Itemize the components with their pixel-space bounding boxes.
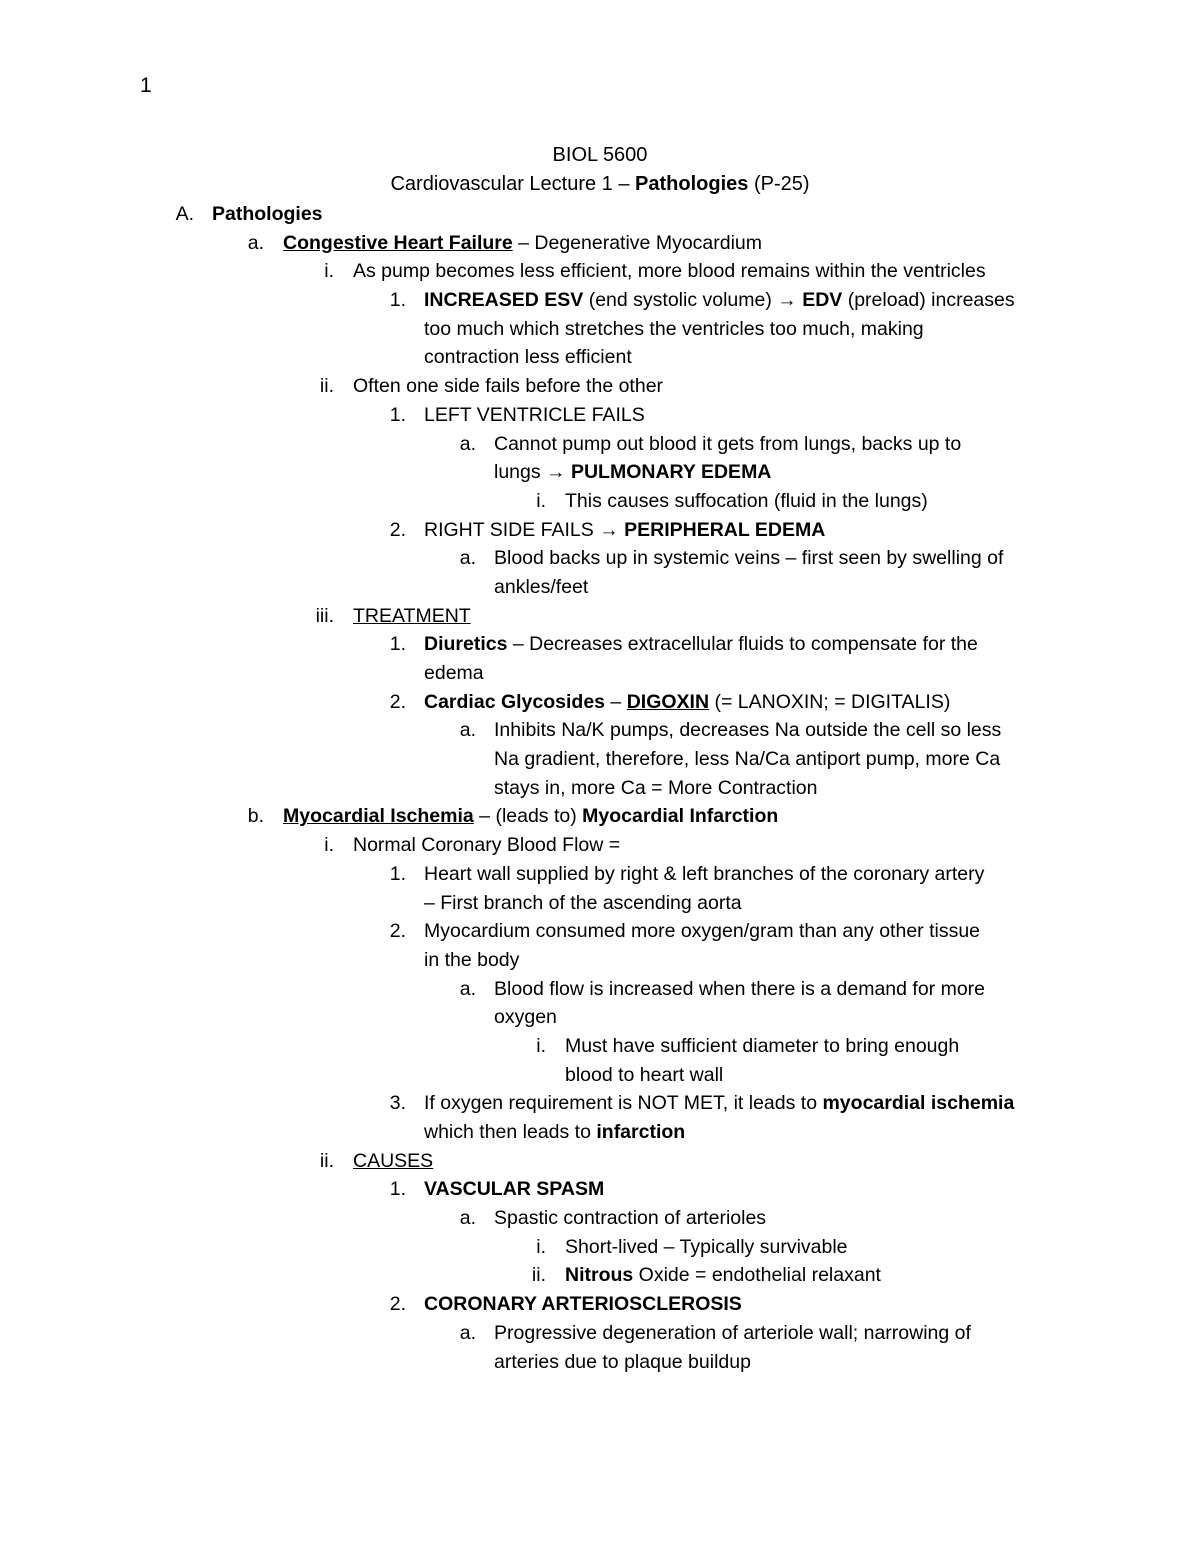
text-run: Diuretics — [424, 633, 508, 656]
line-text — [424, 860, 984, 889]
text-run: Spastic contraction of arterioles — [494, 1207, 767, 1230]
outline-line — [0, 257, 1200, 286]
text-run: Blood flow is increased when there is a demand for more — [494, 977, 986, 1000]
outline-line — [0, 1233, 1200, 1262]
list-marker: i. — [324, 260, 334, 283]
line-text — [424, 516, 825, 545]
text-run: Short-lived – Typically survivable — [565, 1235, 848, 1258]
list-marker: 1. — [389, 633, 406, 656]
line-text — [494, 544, 1003, 573]
line-text — [565, 1061, 723, 1090]
text-run: RIGHT SIDE FAILS — [424, 518, 600, 541]
text-run: CAUSES — [353, 1149, 434, 1172]
line-text — [424, 1118, 685, 1147]
line-text — [353, 372, 663, 401]
line-text — [353, 831, 620, 860]
list-marker: 2. — [389, 920, 406, 943]
list-marker: a. — [459, 1321, 476, 1344]
line-text — [424, 1175, 604, 1204]
text-run: This causes suffocation (fluid in the lungs) — [565, 489, 928, 512]
text-run: Myocardial Infarction — [582, 805, 779, 828]
text-run: Nitrous — [565, 1264, 634, 1287]
outline-line — [0, 1204, 1200, 1233]
line-text — [494, 430, 961, 459]
outline-line — [0, 602, 1200, 631]
outline-line — [0, 1147, 1200, 1176]
line-text — [424, 630, 978, 659]
outline-line — [0, 487, 1200, 516]
text-run: arteries due to plaque buildup — [494, 1350, 751, 1373]
outline-line — [0, 315, 1200, 344]
outline-line — [0, 1089, 1200, 1118]
outline-line — [0, 286, 1200, 315]
outline-line — [0, 1118, 1200, 1147]
outline-body — [0, 200, 1200, 1376]
line-text — [494, 1348, 751, 1377]
line-text — [424, 343, 632, 372]
outline-line — [0, 1261, 1200, 1290]
outline-line — [0, 860, 1200, 889]
text-run: oxygen — [494, 1006, 557, 1029]
text-run: – — [605, 690, 627, 713]
outline-line — [0, 774, 1200, 803]
outline-line — [0, 1061, 1200, 1090]
line-text — [424, 659, 484, 688]
line-text — [353, 257, 986, 286]
text-run: – Degenerative Myocardium — [512, 231, 763, 254]
list-marker: 2. — [389, 690, 406, 713]
outline-line — [0, 745, 1200, 774]
text-run: Must have sufficient diameter to bring enough — [565, 1034, 960, 1057]
text-run: Myocardial Ischemia — [283, 805, 474, 828]
text-run: Myocardium consumed more oxygen/gram than any other tissue — [424, 920, 981, 943]
text-run: stays in, more Ca = More Contraction — [494, 776, 818, 799]
list-marker: A. — [175, 203, 194, 225]
line-text — [424, 1290, 742, 1319]
list-marker: 2. — [389, 518, 406, 541]
text-run: Progressive degeneration of arteriole wall; narrowing of — [494, 1321, 971, 1344]
list-marker: 3. — [389, 1092, 406, 1115]
line-text — [424, 917, 980, 946]
list-marker: i. — [324, 834, 334, 857]
list-marker: i. — [536, 489, 546, 512]
list-marker: i. — [536, 1034, 546, 1057]
text-run: INCREASED ESV — [424, 289, 584, 312]
line-text — [424, 688, 950, 717]
list-marker: a. — [459, 1207, 476, 1230]
text-run: too much which stretches the ventricles too much, making — [424, 317, 924, 340]
outline-line — [0, 917, 1200, 946]
text-run: which then leads to — [424, 1121, 597, 1143]
list-marker: b. — [247, 805, 264, 828]
text-run: CORONARY ARTERIOSCLEROSIS — [424, 1293, 742, 1316]
outline-line — [0, 544, 1200, 573]
text-run: As pump becomes less efficient, more blood remains within the ventricles — [353, 260, 986, 283]
text-run: Blood backs up in systemic veins – first seen by swelling of — [494, 547, 1004, 570]
line-text — [494, 774, 818, 803]
text-run: contraction less efficient — [424, 346, 632, 369]
line-text — [494, 458, 771, 487]
line-text — [353, 602, 471, 631]
text-run: Often one side fails before the other — [353, 375, 664, 398]
text-run: VASCULAR SPASM — [424, 1178, 605, 1201]
text-run: TREATMENT — [353, 604, 471, 627]
subtitle-tail: (P-25) — [748, 173, 810, 195]
line-text — [424, 315, 924, 344]
outline-line — [0, 630, 1200, 659]
line-text — [283, 802, 778, 831]
line-text — [565, 487, 928, 516]
outline-line — [0, 1348, 1200, 1377]
list-marker: 1. — [389, 1178, 406, 1201]
text-run: blood to heart wall — [565, 1063, 724, 1086]
line-text — [353, 1147, 433, 1176]
line-text — [494, 1319, 971, 1348]
outline-line — [0, 688, 1200, 717]
list-marker: a. — [459, 432, 476, 455]
line-text — [494, 975, 985, 1004]
outline-line — [0, 200, 1200, 229]
line-text — [565, 1261, 881, 1290]
list-marker: a. — [459, 547, 476, 570]
line-text — [424, 401, 645, 430]
line-text — [494, 1003, 557, 1032]
list-marker: 1. — [389, 403, 406, 426]
outline-line — [0, 1003, 1200, 1032]
outline-line — [0, 889, 1200, 918]
list-marker: i. — [536, 1235, 546, 1258]
text-run: Oxide = endothelial relaxant — [633, 1264, 881, 1287]
text-run: – (leads to) — [473, 805, 583, 828]
outline-line — [0, 831, 1200, 860]
text-run: myocardial ischemia — [822, 1092, 1015, 1115]
outline-line — [0, 946, 1200, 975]
text-run: (= LANOXIN; = DIGITALIS) — [709, 690, 951, 713]
line-text — [494, 716, 1001, 745]
text-run: (end systolic volume) — [583, 289, 778, 312]
text-run: Congestive Heart Failure — [283, 231, 513, 254]
outline-line — [0, 659, 1200, 688]
outline-line — [0, 1290, 1200, 1319]
line-text — [494, 573, 588, 602]
line-text — [494, 745, 1000, 774]
line-text — [494, 1204, 766, 1233]
list-marker: ii. — [319, 1149, 334, 1172]
text-run: Inhibits Na/K pumps, decreases Na outside the cell so less — [494, 719, 1002, 742]
lecture-subtitle — [0, 173, 1200, 196]
text-run: infarction — [596, 1121, 686, 1143]
text-run: DIGOXIN — [626, 690, 710, 713]
outline-line — [0, 458, 1200, 487]
line-text — [424, 889, 742, 918]
line-text — [424, 1089, 1014, 1118]
line-text — [565, 1233, 848, 1262]
list-marker: iii. — [315, 604, 334, 627]
text-run: in the body — [424, 948, 520, 971]
text-run: (preload) increases — [842, 289, 1015, 312]
course-title: BIOL 5600 — [552, 144, 648, 166]
text-run: LEFT VENTRICLE FAILS — [424, 403, 645, 426]
line-text — [424, 946, 519, 975]
list-marker: 2. — [389, 1293, 406, 1316]
text-run: Normal Coronary Blood Flow = — [353, 834, 621, 857]
text-run: Heart wall supplied by right & left branches of the coronary artery — [424, 862, 985, 885]
line-text — [565, 1032, 959, 1061]
list-marker: ii. — [531, 1264, 546, 1287]
outline-line — [0, 372, 1200, 401]
line-text — [283, 229, 762, 258]
list-marker: 1. — [389, 289, 406, 312]
text-run: Pathologies — [212, 203, 323, 225]
text-run: – Decreases extracellular fluids to compensate for the — [507, 633, 978, 656]
page-number: 1 — [140, 74, 152, 97]
text-run: ankles/feet — [494, 575, 589, 598]
outline-line — [0, 1319, 1200, 1348]
list-marker: 1. — [389, 862, 406, 885]
outline-line — [0, 430, 1200, 459]
text-run: → PULMONARY EDEMA — [546, 461, 772, 484]
outline-line — [0, 573, 1200, 602]
text-run: edema — [424, 662, 484, 684]
outline-line — [0, 716, 1200, 745]
line-text — [212, 200, 323, 229]
outline-line — [0, 1175, 1200, 1204]
outline-line — [0, 401, 1200, 430]
outline-line — [0, 802, 1200, 831]
outline-line — [0, 229, 1200, 258]
line-text — [424, 286, 1015, 315]
list-marker: a. — [459, 977, 476, 1000]
text-run: → EDV — [777, 289, 843, 312]
text-run: Cardiac Glycosides — [424, 690, 606, 713]
list-marker: ii. — [319, 375, 334, 398]
text-run: – First branch of the ascending aorta — [424, 891, 742, 914]
outline-line — [0, 975, 1200, 1004]
subtitle-lead: Cardiovascular Lecture 1 – — [390, 173, 636, 195]
text-run: → PERIPHERAL EDEMA — [599, 518, 826, 541]
outline-line — [0, 516, 1200, 545]
text-run: Na gradient, therefore, less Na/Ca antiport pump, more Ca — [494, 748, 1001, 771]
text-run: lungs — [494, 461, 547, 484]
text-run: Cannot pump out blood it gets from lungs, backs up to — [494, 432, 962, 455]
subtitle-bold: Pathologies — [635, 173, 749, 195]
outline-line — [0, 343, 1200, 372]
list-marker: a. — [459, 719, 476, 742]
list-marker: a. — [247, 231, 264, 254]
outline-line — [0, 1032, 1200, 1061]
text-run: If oxygen requirement is NOT MET, it leads to — [424, 1092, 823, 1115]
